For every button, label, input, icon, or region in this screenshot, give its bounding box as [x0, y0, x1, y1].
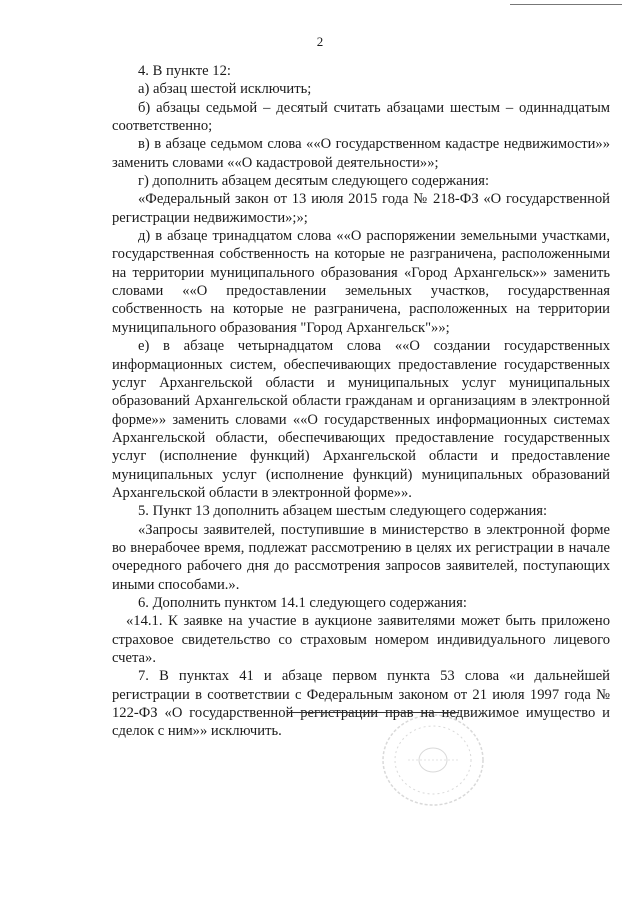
paragraph-item-7: 7. В пунктах 41 и абзаце первом пункта 53 слова «и дальнейшей регистрации в соответствии с Федеральным законом от 21 июля 1997 года № 122-ФЗ «О государственной регистрации прав на недвижимое имущество и сделок с ним»» исключить. [112, 668, 610, 740]
official-seal-stamp [378, 710, 488, 810]
paragraph-sub-e: е) в абзаце четырнадцатом слова ««О создании государственных информационных систем, обеспечивающих предоставление государственных услуг Архангельской области и муниципальных услуг муниципальных образований Архангельской области гражданам и организациям в электронной форме»» заменить словами ««О государственных информационных системах Архангельской области, обеспечивающих предоставление государственных услуг (исполнение функций) Архангельской области и предоставление муниципальных услуг (исполнение функций) муниципальных образований Архангельской области в электронной форме»». [112, 338, 610, 501]
paragraph-quote-federal-law: «Федеральный закон от 13 июля 2015 года № 218-ФЗ «О государственной регистрации недвижимости»;»; [112, 191, 610, 226]
paragraph-item-4: 4. В пункте 12: [138, 63, 231, 79]
paragraph-sub-b: б) абзацы седьмой – десятый считать абзацами шестым – одиннадцатым соответственно; [112, 99, 610, 135]
paragraph-sub-a: а) абзац шестой исключить; [138, 81, 312, 98]
paragraph-item-5: 5. Пункт 13 дополнить абзацем шестым следующего содержания: [138, 503, 548, 520]
document-body [112, 62, 610, 741]
page-number: 2 [316, 34, 324, 49]
paragraph-sub-v: в) в абзаце седьмом слова ««О государственном кадастре недвижимости»» заменить словами ««О кадастровой деятельности»»; [112, 136, 610, 171]
paragraph-item-6: 6. Дополнить пунктом 14.1 следующего содержания: [138, 594, 467, 611]
paragraph-quote-requests: «Запросы заявителей, поступившие в министерство в электронной форме во внерабочее время, подлежат рассмотрению в целях их регистрации в начале очередного рабочего дня до рассмотрения запросов заявителей, поступающих иными способами.». [112, 521, 610, 593]
corner-scan-mark [510, 4, 622, 5]
paragraph-sub-g: г) дополнить абзацем десятым следующего содержания: [138, 173, 490, 190]
paragraph-quote-14-1: «14.1. К заявке на участие в аукционе заявителями может быть приложено страховое свидетельство со страховым номером индивидуального лицевого счета». [112, 613, 610, 666]
paragraph-sub-d: д) в абзаце тринадцатом слова ««О распоряжении земельными участками, государственная собственность на которые не разграничена, расположенными на территории муниципального образования «Город Архангельск»» заменить словами ««О предоставлении земельных участков, государственная собственность на которые не разграничена, расположенных на территории муниципального образования "Город Архангельск"»»; [112, 228, 610, 336]
